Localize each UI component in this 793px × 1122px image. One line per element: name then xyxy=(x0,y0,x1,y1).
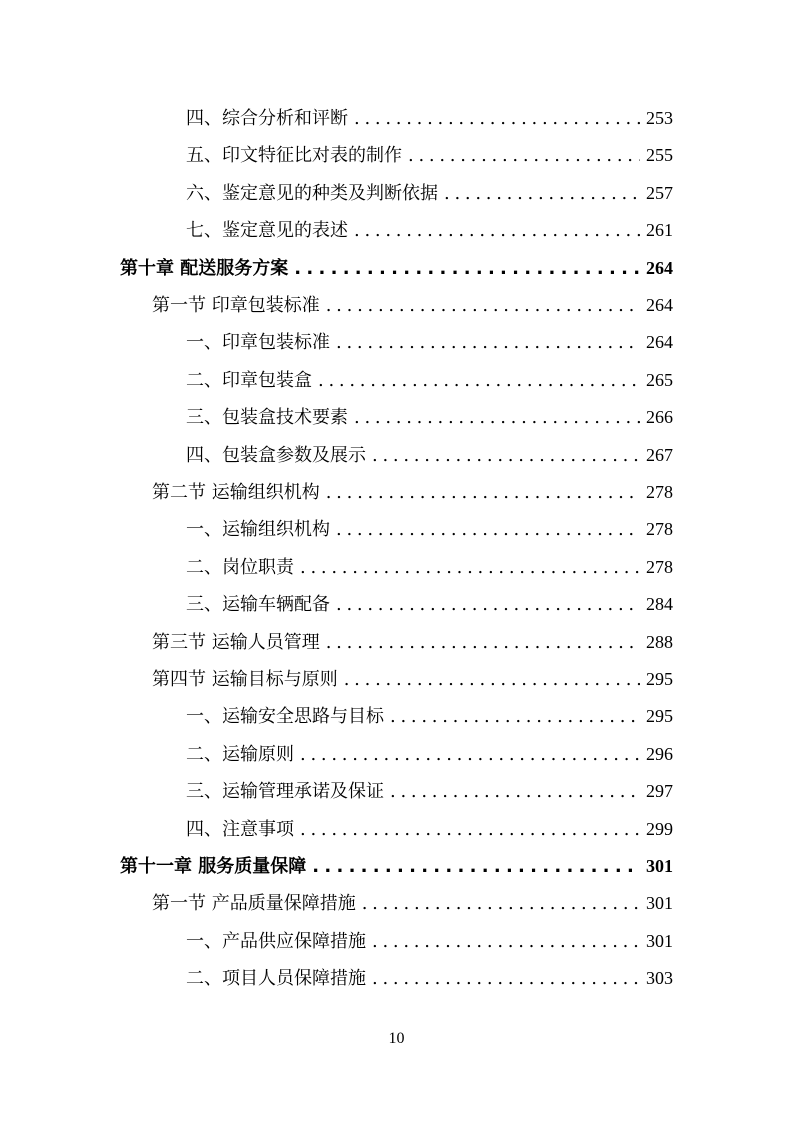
toc-entry-page: 255 xyxy=(646,145,673,166)
toc-entry-page: 299 xyxy=(646,818,673,839)
toc-entry-label: 第一节 印章包装标准 xyxy=(152,295,320,316)
toc-leader-dots xyxy=(336,324,640,361)
toc-entry-page: 295 xyxy=(646,706,673,727)
toc-entry-label: 四、注意事项 xyxy=(186,818,294,840)
toc-entry-label: 第一节 产品质量保障措施 xyxy=(152,893,356,915)
toc-entry[interactable] xyxy=(186,324,673,361)
toc-entry-page: 295 xyxy=(646,669,673,689)
toc-entry-label: 四、综合分析和评断 xyxy=(186,108,348,129)
toc-entry-page: 278 xyxy=(646,519,673,540)
toc-entry-label: 第十一章 服务质量保障 xyxy=(120,856,307,877)
toc-entry-label: 二、运输原则 xyxy=(186,743,294,765)
toc-entry[interactable] xyxy=(186,773,673,810)
toc-entry-page: 264 xyxy=(646,295,673,315)
toc-entry-label: 三、运输管理承诺及保证 xyxy=(186,781,384,803)
toc-entry-label: 四、包装盒参数及展示 xyxy=(186,444,366,466)
toc-entry-page: 257 xyxy=(646,182,673,203)
toc-entry-label: 二、岗位职责 xyxy=(186,556,294,578)
toc-entry-page: 278 xyxy=(646,482,673,502)
toc-leader-dots xyxy=(300,736,640,773)
toc-leader-dots xyxy=(408,137,640,174)
toc-entry[interactable] xyxy=(186,437,673,474)
toc-section-entry[interactable] xyxy=(152,885,673,922)
toc-entry-label: 一、运输组织机构 xyxy=(186,519,330,541)
toc-leader-dots xyxy=(362,885,640,922)
toc-entry-page: 261 xyxy=(646,220,673,241)
toc-leader-dots xyxy=(300,549,640,586)
toc-leader-dots xyxy=(294,250,640,287)
toc-section-entry[interactable] xyxy=(152,474,673,511)
toc-entry-label: 一、产品供应保障措施 xyxy=(186,930,366,952)
toc-entry-label: 三、包装盒技术要素 xyxy=(186,407,348,429)
toc-entry-page: 297 xyxy=(646,781,673,802)
toc-entry[interactable] xyxy=(186,362,673,399)
toc-chapter-entry[interactable] xyxy=(120,848,673,885)
toc-leader-dots xyxy=(326,287,640,324)
toc-leader-dots xyxy=(372,437,640,474)
toc-entry[interactable] xyxy=(186,923,673,960)
toc-entry-page: 288 xyxy=(646,631,673,652)
toc-leader-dots xyxy=(444,175,640,212)
toc-section-entry[interactable] xyxy=(152,624,673,661)
toc-entry-label: 第二节 运输组织机构 xyxy=(152,482,320,503)
toc-entry-label: 第十章 配送服务方案 xyxy=(120,257,289,279)
toc-entry-label: 二、项目人员保障措施 xyxy=(186,968,366,990)
toc-leader-dots xyxy=(344,661,640,698)
toc-entry-page: 264 xyxy=(646,332,673,353)
toc-leader-dots xyxy=(326,624,640,661)
toc-leader-dots xyxy=(390,698,640,735)
toc-entry[interactable] xyxy=(186,549,673,586)
toc-leader-dots xyxy=(336,511,640,548)
toc-entry[interactable] xyxy=(186,511,673,548)
toc-leader-dots xyxy=(372,960,640,997)
toc-entry-page: 296 xyxy=(646,743,673,764)
toc-leader-dots xyxy=(326,474,640,511)
toc-entry[interactable] xyxy=(186,736,673,773)
toc-leader-dots xyxy=(312,848,640,885)
toc-entry-page: 265 xyxy=(646,369,673,390)
toc-entry-page: 264 xyxy=(646,257,673,278)
page-number: 10 xyxy=(388,1030,405,1047)
toc-chapter-entry[interactable] xyxy=(120,250,673,287)
toc-entry[interactable] xyxy=(186,137,673,174)
toc-entry[interactable] xyxy=(186,586,673,623)
toc-section-entry[interactable] xyxy=(152,661,673,698)
toc-entry-label: 三、运输车辆配备 xyxy=(186,594,330,616)
toc-entry-label: 六、鉴定意见的种类及判断依据 xyxy=(186,182,438,204)
toc-leader-dots xyxy=(354,399,640,436)
toc-entry-page: 267 xyxy=(646,444,673,465)
toc-entry-page: 301 xyxy=(646,856,673,876)
toc-leader-dots xyxy=(354,100,640,137)
toc-leader-dots xyxy=(318,362,640,399)
toc-entry-label: 七、鉴定意见的表述 xyxy=(186,220,348,242)
toc-leader-dots xyxy=(390,773,640,810)
toc-entry[interactable] xyxy=(186,960,673,997)
toc-entry-label: 二、印章包装盒 xyxy=(186,369,312,391)
toc-entry-label: 一、印章包装标准 xyxy=(186,332,330,354)
toc-leader-dots xyxy=(354,212,640,249)
toc-entry-label: 五、印文特征比对表的制作 xyxy=(186,145,402,167)
toc-entry[interactable] xyxy=(186,811,673,848)
toc-entry-page: 266 xyxy=(646,407,673,428)
toc-entry[interactable] xyxy=(186,212,673,249)
toc-entry-page: 301 xyxy=(646,893,673,914)
toc-entry[interactable] xyxy=(186,175,673,212)
toc-entry-page: 253 xyxy=(646,108,673,128)
toc-section-entry[interactable] xyxy=(152,287,673,324)
toc-entry[interactable] xyxy=(186,100,673,137)
toc-entry-page: 284 xyxy=(646,594,673,615)
toc-entry-page: 303 xyxy=(646,968,673,989)
toc-entry-label: 第四节 运输目标与原则 xyxy=(152,669,338,690)
toc-leader-dots xyxy=(372,923,640,960)
toc-entry[interactable] xyxy=(186,698,673,735)
toc-entry-page: 278 xyxy=(646,556,673,577)
toc-entry-page: 301 xyxy=(646,930,673,951)
toc-entry-label: 第三节 运输人员管理 xyxy=(152,631,320,653)
toc-leader-dots xyxy=(336,586,640,623)
toc-leader-dots xyxy=(300,811,640,848)
toc-entry[interactable] xyxy=(186,399,673,436)
toc-entry-label: 一、运输安全思路与目标 xyxy=(186,706,384,728)
